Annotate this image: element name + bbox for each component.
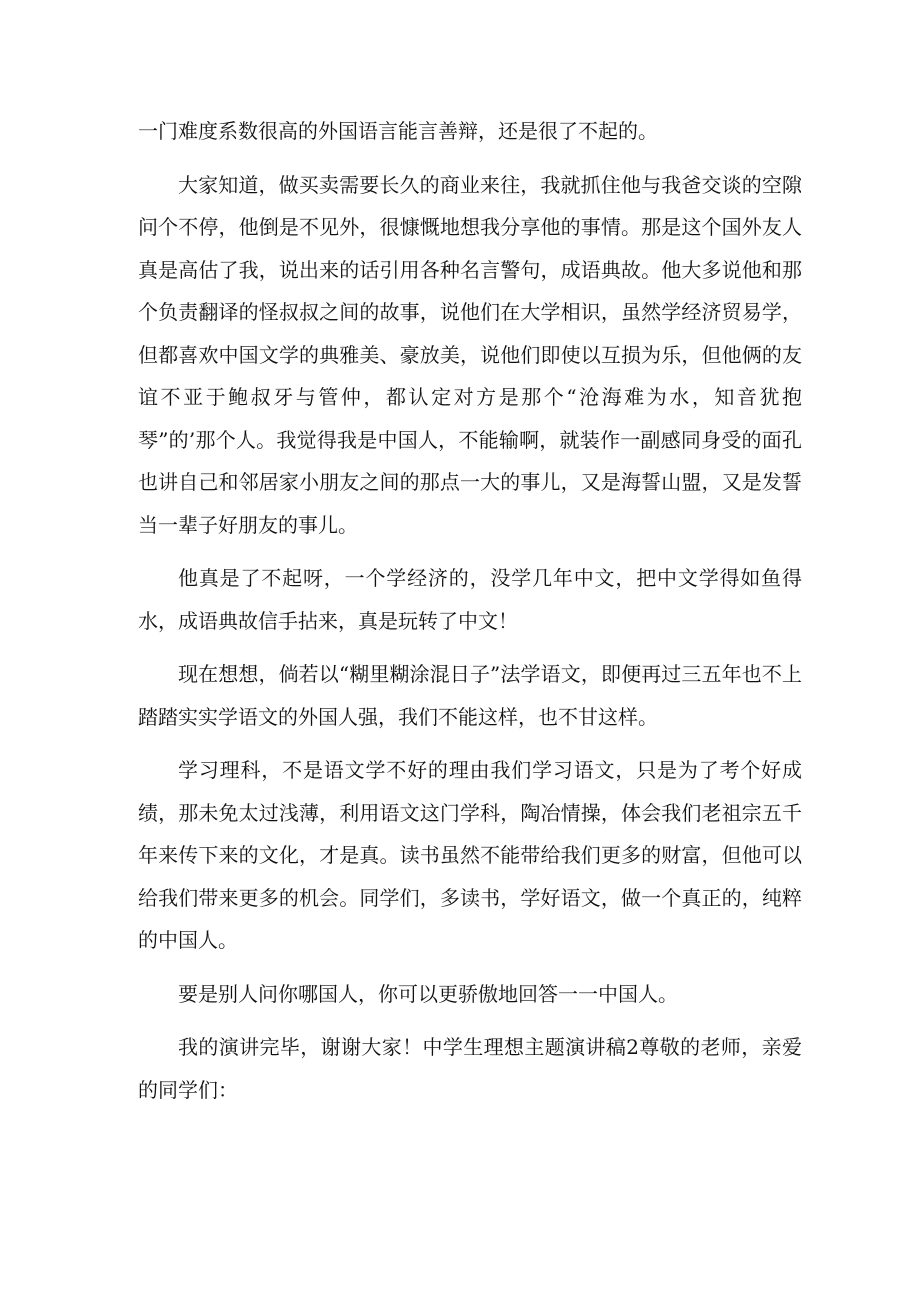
- paragraph-6: 要是别人问你哪国人，你可以更骄傲地回答一一中国人。: [178, 981, 678, 1006]
- paragraph-4: 现在想想，倘若以“糊里糊涂混日子”法学语文，即便再过三五年也不上踏踏实实学语文的外国人强，我们不能这样，也不甘这样。: [138, 662, 802, 729]
- paragraph-3: 他真是了不起呀，一个学经济的，没学几年中文，把中文学得如鱼得水，成语典故信手拈来，真是玩转了中文！: [138, 566, 802, 633]
- document-body: [138, 110, 802, 1122]
- paragraph-2: 大家知道，做买卖需要长久的商业来往，我就抓住他与我爸交谈的空隙问个不停，他倒是不见外，很慷慨地想我分享他的事情。那是这个国外友人真是高估了我，说出来的话引用各种名言警句，成语典故。他大多说他和那个负责翻译的怪叔叔之间的故事，说他们在大学相识，虽然学经济贸易学，但都喜欢中国文学的典雅美、豪放美，说他们即使以互损为乐，但他俩的友谊不亚于鲍叔牙与管仲，都认定对方是那个“沧海难为水，知音犹抱琴”的’那个人。我觉得我是中国人，不能输啊，就装作一副感同身受的面孔也讲自己和邻居家小朋友之间的那点一大的事儿，又是海誓山盟，又是发誓当一辈子好朋友的事儿。: [138, 172, 802, 537]
- paragraph-7: 我的演讲完毕，谢谢大家！中学生理想主题演讲稿2尊敬的老师，亲爱的同学们：: [138, 1035, 802, 1102]
- paragraph-1: 一门难度系数很高的外国语言能言善辩，还是很了不起的。: [138, 119, 658, 143]
- paragraph-5: 学习理科，不是语文学不好的理由我们学习语文，只是为了考个好成绩，那未免太过浅薄，利用语文这门学科，陶冶情操，体会我们老祖宗五千年来传下来的文化，才是真。读书虽然不能带给我们更多的财富，但他可以给我们带来更多的机会。同学们，多读书，学好语文，做一个真正的，纯粹的中国人。: [138, 758, 802, 952]
